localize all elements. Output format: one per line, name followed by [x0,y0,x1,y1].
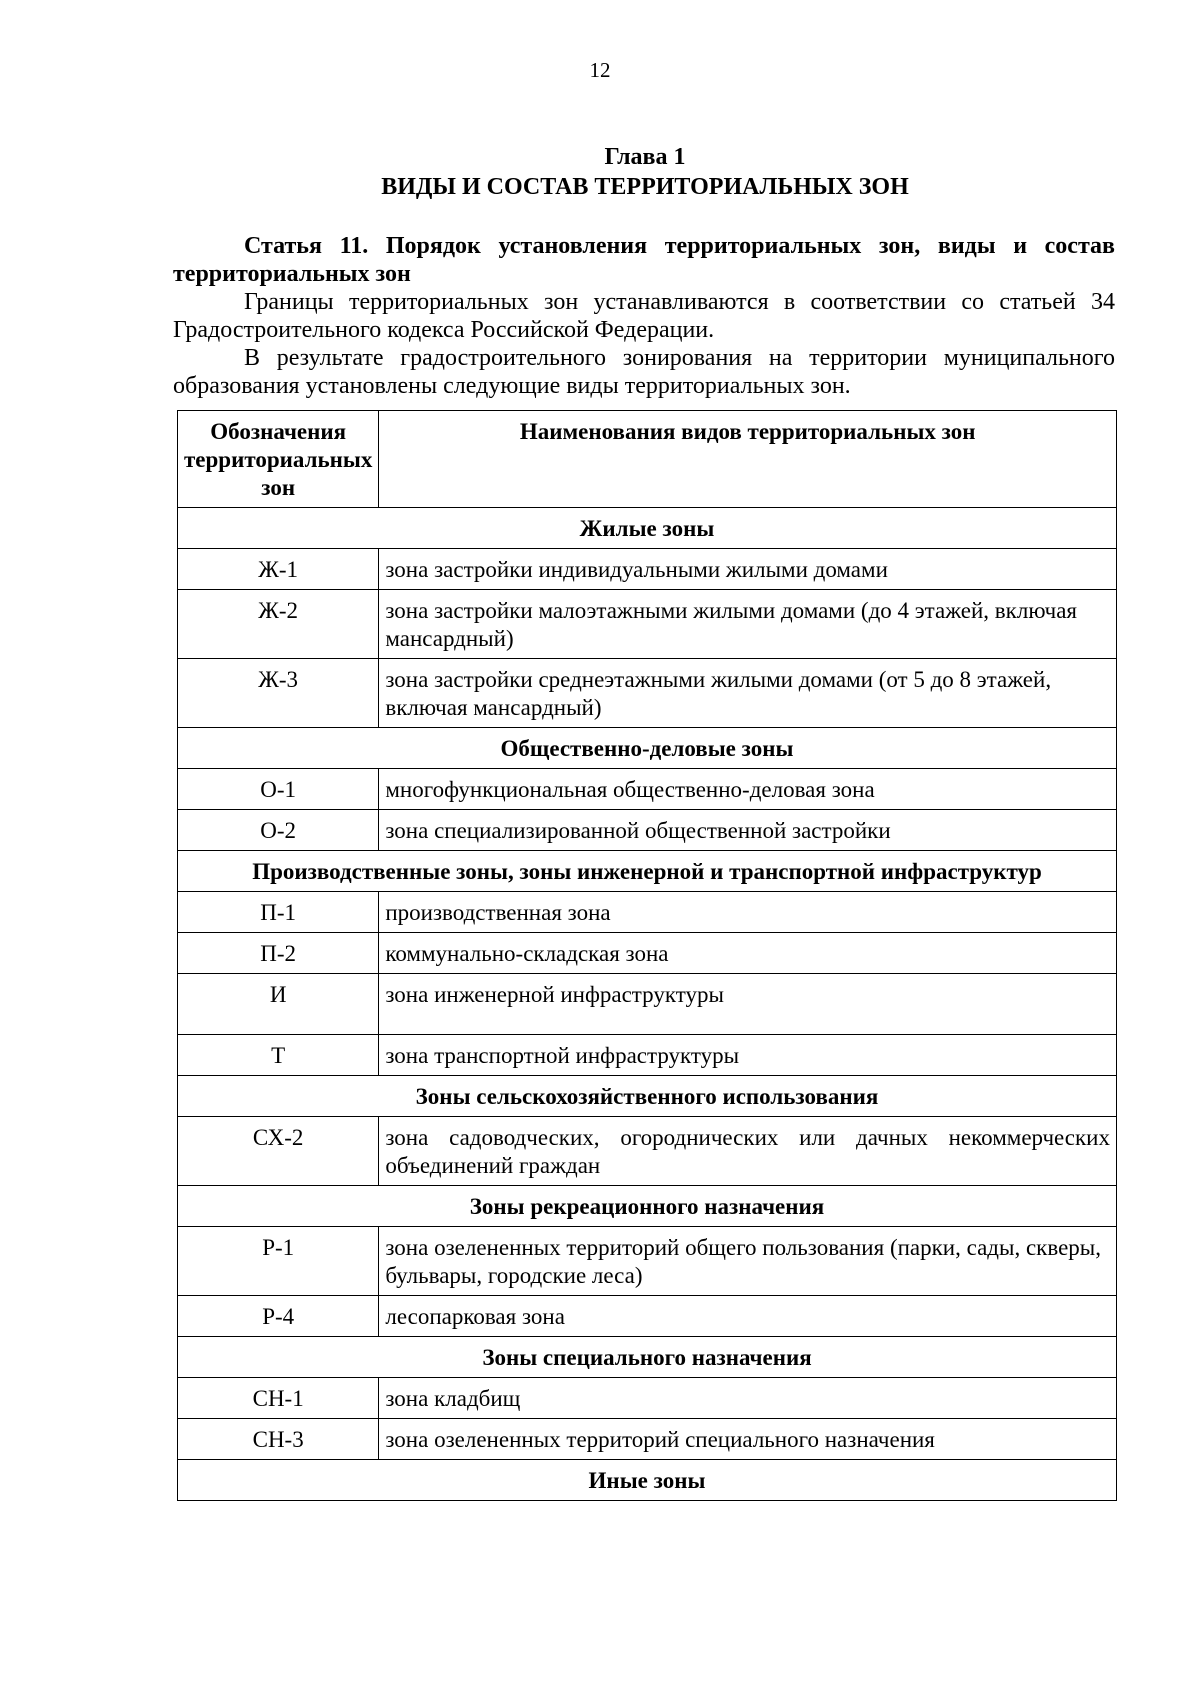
zone-code: П-1 [178,892,379,933]
table-row [178,1378,1117,1419]
table-row [178,590,1117,659]
header-name: Наименования видов территориальных зон [379,411,1117,508]
table-row [178,769,1117,810]
group-row [178,1337,1117,1378]
zone-name: лесопарковая зона [379,1296,1117,1337]
zone-code: СН-1 [178,1378,379,1419]
article-heading: Статья 11. Порядок установления территориальных зон, виды и состав территориальных зон [173,233,1115,287]
header-code: Обозначения территориальных зон [178,411,379,508]
zone-code: Р-1 [178,1227,379,1296]
zone-code: Ж-1 [178,549,379,590]
chapter-name: ВИДЫ И СОСТАВ ТЕРРИТОРИАЛЬНЫХ ЗОН [381,174,909,200]
zone-name: зона озелененных территорий общего пользования (парки, сады, скверы, бульвары, городские леса) [379,1227,1117,1296]
group-title: Зоны специального назначения [178,1337,1117,1378]
zone-name: зона специализированной общественной застройки [379,810,1117,851]
zones-table [177,410,1117,1501]
zone-name: зона застройки индивидуальными жилыми домами [379,549,1117,590]
table-row [178,1419,1117,1460]
group-title: Производственные зоны, зоны инженерной и транспортной инфраструктур [178,851,1117,892]
group-row [178,1460,1117,1501]
zone-name: зона инженерной инфраструктуры [379,974,1117,1035]
zone-code: СН-3 [178,1419,379,1460]
zone-code: Р-4 [178,1296,379,1337]
zone-code: Ж-3 [178,659,379,728]
group-row [178,851,1117,892]
page-number: 12 [589,58,611,82]
zone-code: О-2 [178,810,379,851]
article-paragraph-1: Границы территориальных зон устанавливаются в соответствии со статьей 34 Градостроительного кодекса Российской Федерации. [173,289,1115,343]
table-row [178,974,1117,1035]
group-row [178,508,1117,549]
group-title: Иные зоны [178,1460,1117,1501]
zone-name: зона застройки малоэтажными жилыми домами (до 4 этажей, включая мансардный) [379,590,1117,659]
group-title: Зоны рекреационного назначения [178,1186,1117,1227]
table-row [178,1117,1117,1186]
zone-code: Ж-2 [178,590,379,659]
zone-code: П-2 [178,933,379,974]
group-title: Общественно-деловые зоны [178,728,1117,769]
article-paragraph-2: В результате градостроительного зонирования на территории муниципального образования установлены следующие виды территориальных зон. [173,345,1115,399]
group-title: Зоны сельскохозяйственного использования [178,1076,1117,1117]
article-section [173,232,1115,400]
zone-name: зона застройки среднеэтажными жилыми домами (от 5 до 8 этажей, включая мансардный) [379,659,1117,728]
table-row [178,933,1117,974]
zone-name: зона озелененных территорий специального назначения [379,1419,1117,1460]
table-row [178,810,1117,851]
zone-name: производственная зона [379,892,1117,933]
zone-name: зона садоводческих, огороднических или дачных некоммерческих объединений граждан [379,1117,1117,1186]
chapter-title [0,142,1200,202]
zone-name: коммунально-складская зона [379,933,1117,974]
group-title: Жилые зоны [178,508,1117,549]
table-row [178,549,1117,590]
zone-code: Т [178,1035,379,1076]
zone-name: зона кладбищ [379,1378,1117,1419]
group-row [178,1076,1117,1117]
group-row [178,728,1117,769]
zone-name: многофункциональная общественно-деловая зона [379,769,1117,810]
table-header-row [178,411,1117,508]
table-row [178,1227,1117,1296]
zone-code: И [178,974,379,1035]
chapter-number: Глава 1 [604,144,686,170]
table-row [178,892,1117,933]
group-row [178,1186,1117,1227]
table-row [178,659,1117,728]
table-row [178,1296,1117,1337]
table-row [178,1035,1117,1076]
zone-name: зона транспортной инфраструктуры [379,1035,1117,1076]
zone-code: О-1 [178,769,379,810]
zone-code: СХ-2 [178,1117,379,1186]
